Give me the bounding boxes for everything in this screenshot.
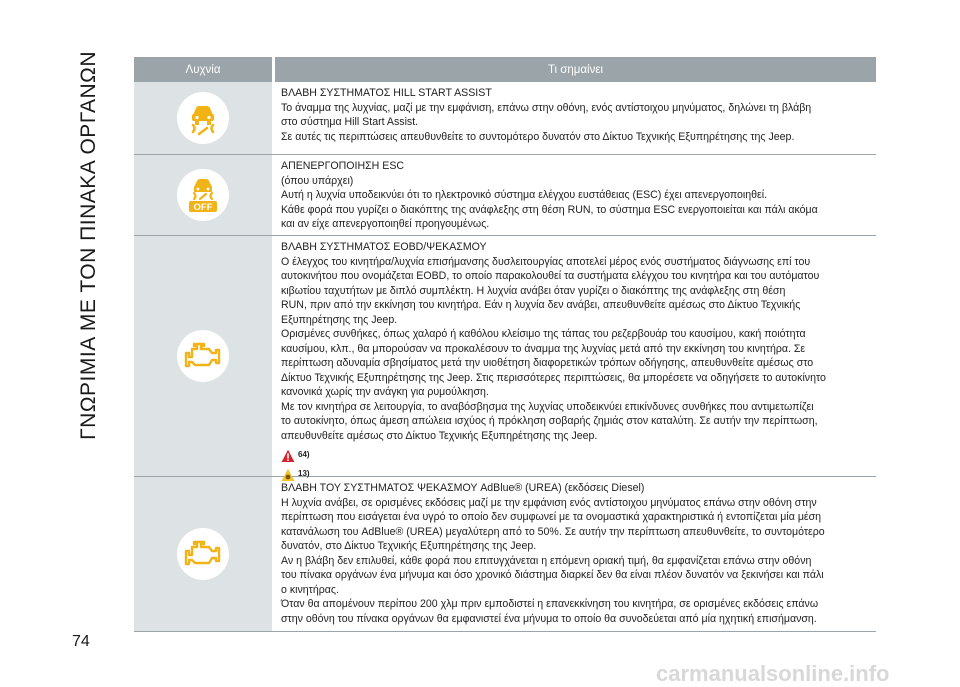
table-row xyxy=(134,477,876,632)
icon-cell xyxy=(134,155,272,235)
icon-cell xyxy=(134,82,272,154)
text-line: περίπτωση αδυναμία σβησίματος μετά την υιοθέτηση διαφορετικών τρόπων οδήγησης, απευθυνθείτε αμέσως στο xyxy=(281,357,814,369)
row-title: ΒΛΑΒΗ ΣΥΣΤΗΜΑΤΟΣ HILL START ASSIST xyxy=(281,87,492,99)
table-row xyxy=(134,82,876,155)
icon-cell xyxy=(134,236,272,476)
text-line: κατανάλωση του AdBlue® (UREA) μεγαλύτερη από το 50%. Σε αυτήν την περίπτωση απευθυνθείτε, το συντομότερο xyxy=(281,525,825,538)
warning-note[interactable] xyxy=(281,446,868,465)
text-line: Εξυπηρέτησης της Jeep. xyxy=(281,313,398,326)
note-ref: 64) xyxy=(298,450,310,460)
text-line: δυνατόν, στο Δίκτυο Τεχνικής Εξυπηρέτησης της Jeep. xyxy=(281,540,537,552)
warning-lights-table xyxy=(134,57,876,632)
esc-off-icon xyxy=(177,169,229,221)
description-cell xyxy=(272,477,876,631)
text-line: Η λυχνία ανάβει, σε ορισμένες εκδόσεις μαζί με την εμφάνιση ενός αντίστοιχου μηνύματος επάνω στην οθόνη στην xyxy=(281,496,817,509)
page-number: 74 xyxy=(72,633,90,650)
text-line: Σε αυτές τις περιπτώσεις απευθυνθείτε το συντομότερο δυνατόν στο Δίκτυο Τεχνικής Εξυπηρέτησης της Jeep. xyxy=(281,130,795,143)
table-row xyxy=(134,155,876,236)
engine-check-icon xyxy=(177,528,229,580)
text-line: Όταν θα απομένουν περίπου 200 χλμ πριν εμποδιστεί η επανεκκίνηση του κινητήρα, σε ορισμένες εκδόσεις επάνω xyxy=(281,598,819,610)
esc-off-label: OFF xyxy=(193,202,213,213)
text-line: και αν είχε απενεργοποιηθεί προηγουμένως. xyxy=(281,218,490,230)
text-line: Με τον κινητήρα σε λειτουργία, το αναβόσβησμα της λυχνίας υποδεικνύει επικίνδυνες συνθήκες που αντιμετωπίζει xyxy=(281,400,814,413)
text-line: Ορισμένες συνθήκες, όπως χαλαρό ή καθόλου κλείσιμο της τάπας του ρεζερβουάρ του καυσίμου, κακή ποιότητα xyxy=(281,328,806,340)
text-line: καυσίμου, κλπ., θα μπορούσαν να προκαλέσουν το άναμμα της λυχνίας μετά από την εκκίνηση του κινητήρα. Σε xyxy=(281,342,806,355)
text-line: στην οθόνη του πίνακα οργάνων θα εμφανιστεί ένα μήνυμα το οποίο θα συνοδεύεται από μία ηχητική επισήμανση. xyxy=(281,612,817,625)
text-line: Κάθε φορά που γυρίζει ο διακόπτης της ανάφλεξης στη θέση RUN, το σύστημα ESC ενεργοποιείται και πάλι ακόμα xyxy=(281,203,818,216)
table-header xyxy=(134,57,876,82)
warning-triangle-icon xyxy=(281,449,295,463)
text-line: RUN, πριν από την εκκίνηση του κινητήρα. Εάν η λυχνία δεν ανάβει, απευθυνθείτε αμέσως στο Δίκτυο Τεχνικής xyxy=(281,299,801,311)
section-title-text: ΓΝΩΡΙΜΙΑ ΜΕ ΤΟΝ ΠΙΝΑΚΑ ΟΡΓΑΝΩΝ xyxy=(77,50,100,440)
text-line: (όπου υπάρχει) xyxy=(281,174,354,187)
header-lamp: Λυχνία xyxy=(185,63,221,76)
row-title: ΒΛΑΒΗ ΤΟΥ ΣΥΣΤΗΜΑΤΟΣ ΨΕΚΑΣΜΟΥ AdBlue® (UREA) (εκδόσεις Diesel) xyxy=(281,482,645,494)
text-line: Δίκτυο Τεχνικής Εξυπηρέτησης της Jeep. Στις περισσότερες περιπτώσεις, θα μπορέσετε να οδηγήσετε το αυτοκίνητο xyxy=(281,371,826,384)
text-line: ο κινητήρας. xyxy=(281,583,339,596)
text-line: Ο έλεγχος του κινητήρα/λυχνία επισήμανσης δυσλειτουργίας αποτελεί μέρος ενός συστήματος διάγνωσης επί του xyxy=(281,255,811,268)
note-ref: 13) xyxy=(298,469,310,479)
text-line: Αν η βλάβη δεν επιλυθεί, κάθε φορά που επιτυγχάνεται η επόμενη οριακή τιμή, θα εμφανίζεται επάνω στην οθόνη xyxy=(281,554,812,567)
hill-start-assist-fault-icon xyxy=(177,92,229,144)
text-line: Το άναμμα της λυχνίας, μαζί με την εμφάνιση, επάνω στην οθόνη, ενός αντίστοιχου μηνύματος, δηλώνει τη βλάβη xyxy=(281,101,812,114)
header-meaning: Τι σημαίνει xyxy=(272,57,876,82)
row-title: ΒΛΑΒΗ ΣΥΣΤΗΜΑΤΟΣ EOBD/ΨΕΚΑΣΜΟΥ xyxy=(281,241,487,253)
text-line: αυτοκινήτου που ονομάζεται EOBD, το οποίο παρακολουθεί τα συστήματα ελέγχου του κινητήρα και του αυτόματου xyxy=(281,270,820,282)
engine-check-icon xyxy=(177,330,229,382)
description-cell xyxy=(272,82,876,154)
text-line: Αυτή η λυχνία υποδεικνύει ότι το ηλεκτρονικό σύστημα ελέγχου ευστάθειας (ESC) έχει απενεργοποιηθεί. xyxy=(281,189,768,201)
text-line: κανονικά χωρίς την ανάγκη για ρυμούλκηση. xyxy=(281,386,489,398)
section-side-title xyxy=(64,30,114,460)
text-line: περίπτωση που εισάγεται ένα υγρό το οποίο δεν συμφωνεί με τα ονομαστικά χαρακτηριστικά ή εντοπίζεται μία μέση xyxy=(281,511,822,523)
watermark: carmanualsonline.info xyxy=(656,661,890,686)
description-cell xyxy=(272,236,876,479)
text-line: απευθυνθείτε αμέσως στο Δίκτυο Τεχνικής Εξυπηρέτησης της Jeep. xyxy=(281,429,598,442)
text-line: του πίνακα οργάνων ένα μήνυμα και όσο χρονικό διάστημα διαρκεί δεν θα είναι πλέον δυνατόν να ξεκινήσει και πάλι xyxy=(281,569,824,581)
text-line: στο σύστημα Hill Start Assist. xyxy=(281,116,419,128)
text-line: το αυτοκίνητο, όπως άμεση απώλεια ισχύος ή πρόκληση σοβαρής ζημιάς στον καταλύτη. Σε αυτήν την περίπτωση, xyxy=(281,415,818,427)
row-title: ΑΠΕΝΕΡΓΟΠΟΙΗΣΗ ESC xyxy=(281,160,405,172)
icon-cell xyxy=(134,477,272,631)
description-cell xyxy=(272,155,876,235)
text-line: κιβωτίου ταχυτήτων με διπλό συμπλέκτη. Η λυχνία ανάβει όταν γυρίζει ο διακόπτης της ανάφλεξης στη θέση xyxy=(281,284,786,297)
table-row xyxy=(134,236,876,477)
